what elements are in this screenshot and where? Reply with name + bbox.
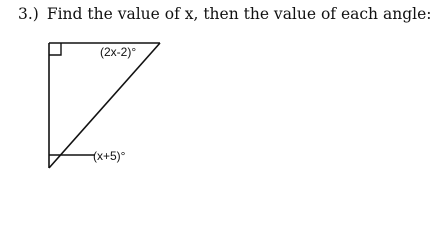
problem-number: 3.)	[18, 5, 39, 23]
bottom-angle-label: (x+5)°	[93, 149, 126, 163]
right-angle-marker	[49, 43, 61, 55]
top-angle-label: (2x-2)°	[100, 45, 137, 59]
problem-instruction: Find the value of x, then the value of each angle:	[46, 5, 431, 23]
